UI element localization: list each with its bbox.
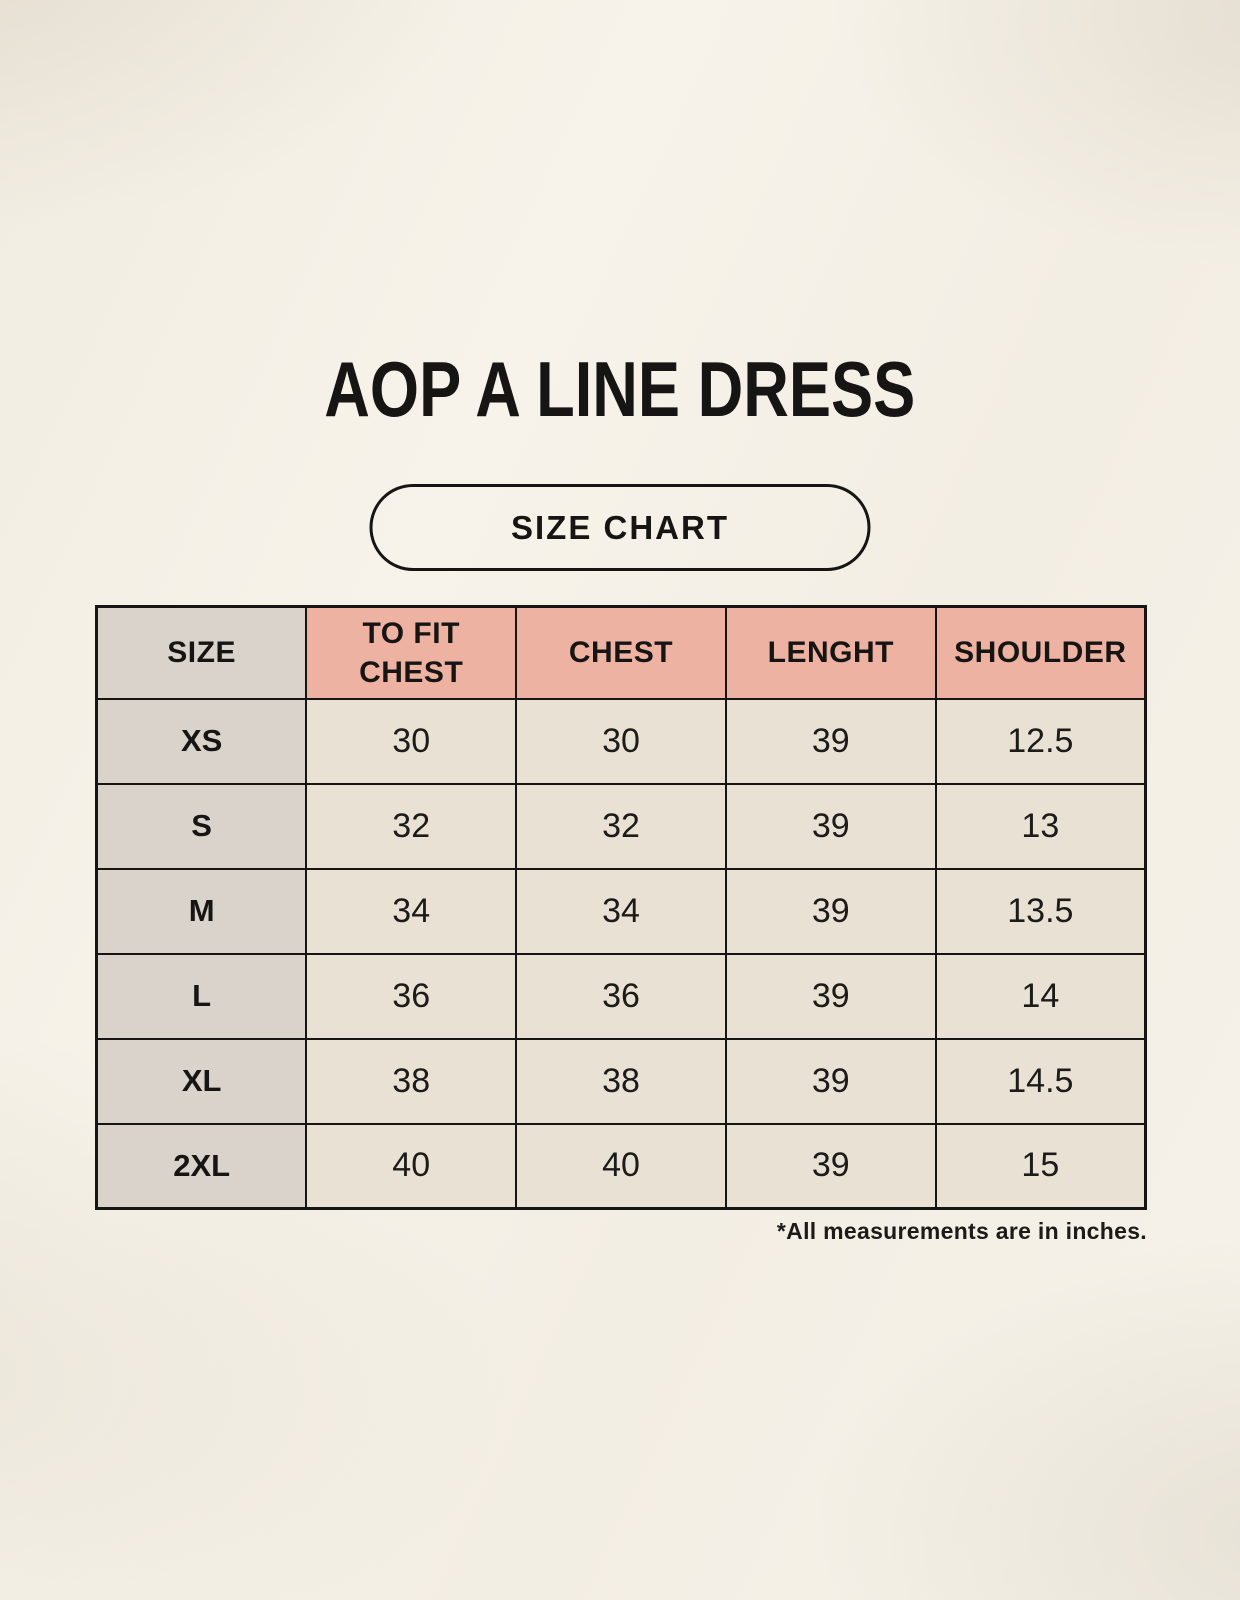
cell-to-fit-chest: 36 (306, 954, 516, 1039)
table-row-2xl (97, 1124, 1146, 1209)
cell-chest: 30 (516, 699, 726, 784)
cell-chest: 32 (516, 784, 726, 869)
table-row-xs (97, 699, 1146, 784)
cell-chest: 36 (516, 954, 726, 1039)
table-row-xl (97, 1039, 1146, 1124)
table-row-s (97, 784, 1146, 869)
size-chart-badge-label: SIZE CHART (511, 508, 729, 546)
col-header-size: SIZE (97, 607, 307, 699)
cell-to-fit-chest: 40 (306, 1124, 516, 1209)
cell-chest: 40 (516, 1124, 726, 1209)
cell-shoulder: 14.5 (936, 1039, 1146, 1124)
size-chart-badge[interactable] (370, 484, 871, 571)
page-title-text: AOP A LINE DRESS (324, 345, 916, 433)
cell-length: 39 (726, 1124, 936, 1209)
size-table (95, 605, 1147, 1210)
col-header-length: LENGHT (726, 607, 936, 699)
size-label: M (97, 869, 307, 954)
page-title (0, 345, 1240, 433)
cell-to-fit-chest: 38 (306, 1039, 516, 1124)
cell-to-fit-chest: 30 (306, 699, 516, 784)
size-label: 2XL (97, 1124, 307, 1209)
measurements-note: *All measurements are in inches. (776, 1218, 1147, 1244)
header-row (97, 607, 1146, 699)
table-row-l (97, 954, 1146, 1039)
col-header-to-fit-chest: TO FIT CHEST (306, 607, 516, 699)
cell-length: 39 (726, 954, 936, 1039)
size-label: XS (97, 699, 307, 784)
cell-length: 39 (726, 699, 936, 784)
cell-to-fit-chest: 34 (306, 869, 516, 954)
cell-length: 39 (726, 1039, 936, 1124)
cell-length: 39 (726, 869, 936, 954)
cell-shoulder: 15 (936, 1124, 1146, 1209)
size-label: XL (97, 1039, 307, 1124)
size-label: L (97, 954, 307, 1039)
cell-shoulder: 13.5 (936, 869, 1146, 954)
cell-length: 39 (726, 784, 936, 869)
cell-shoulder: 13 (936, 784, 1146, 869)
cell-chest: 34 (516, 869, 726, 954)
cell-chest: 38 (516, 1039, 726, 1124)
size-table-body (97, 699, 1146, 1209)
cell-to-fit-chest: 32 (306, 784, 516, 869)
size-table-header (97, 607, 1146, 699)
col-header-chest: CHEST (516, 607, 726, 699)
size-label: S (97, 784, 307, 869)
table-row-m (97, 869, 1146, 954)
cell-shoulder: 14 (936, 954, 1146, 1039)
col-header-shoulder: SHOULDER (936, 607, 1146, 699)
cell-shoulder: 12.5 (936, 699, 1146, 784)
